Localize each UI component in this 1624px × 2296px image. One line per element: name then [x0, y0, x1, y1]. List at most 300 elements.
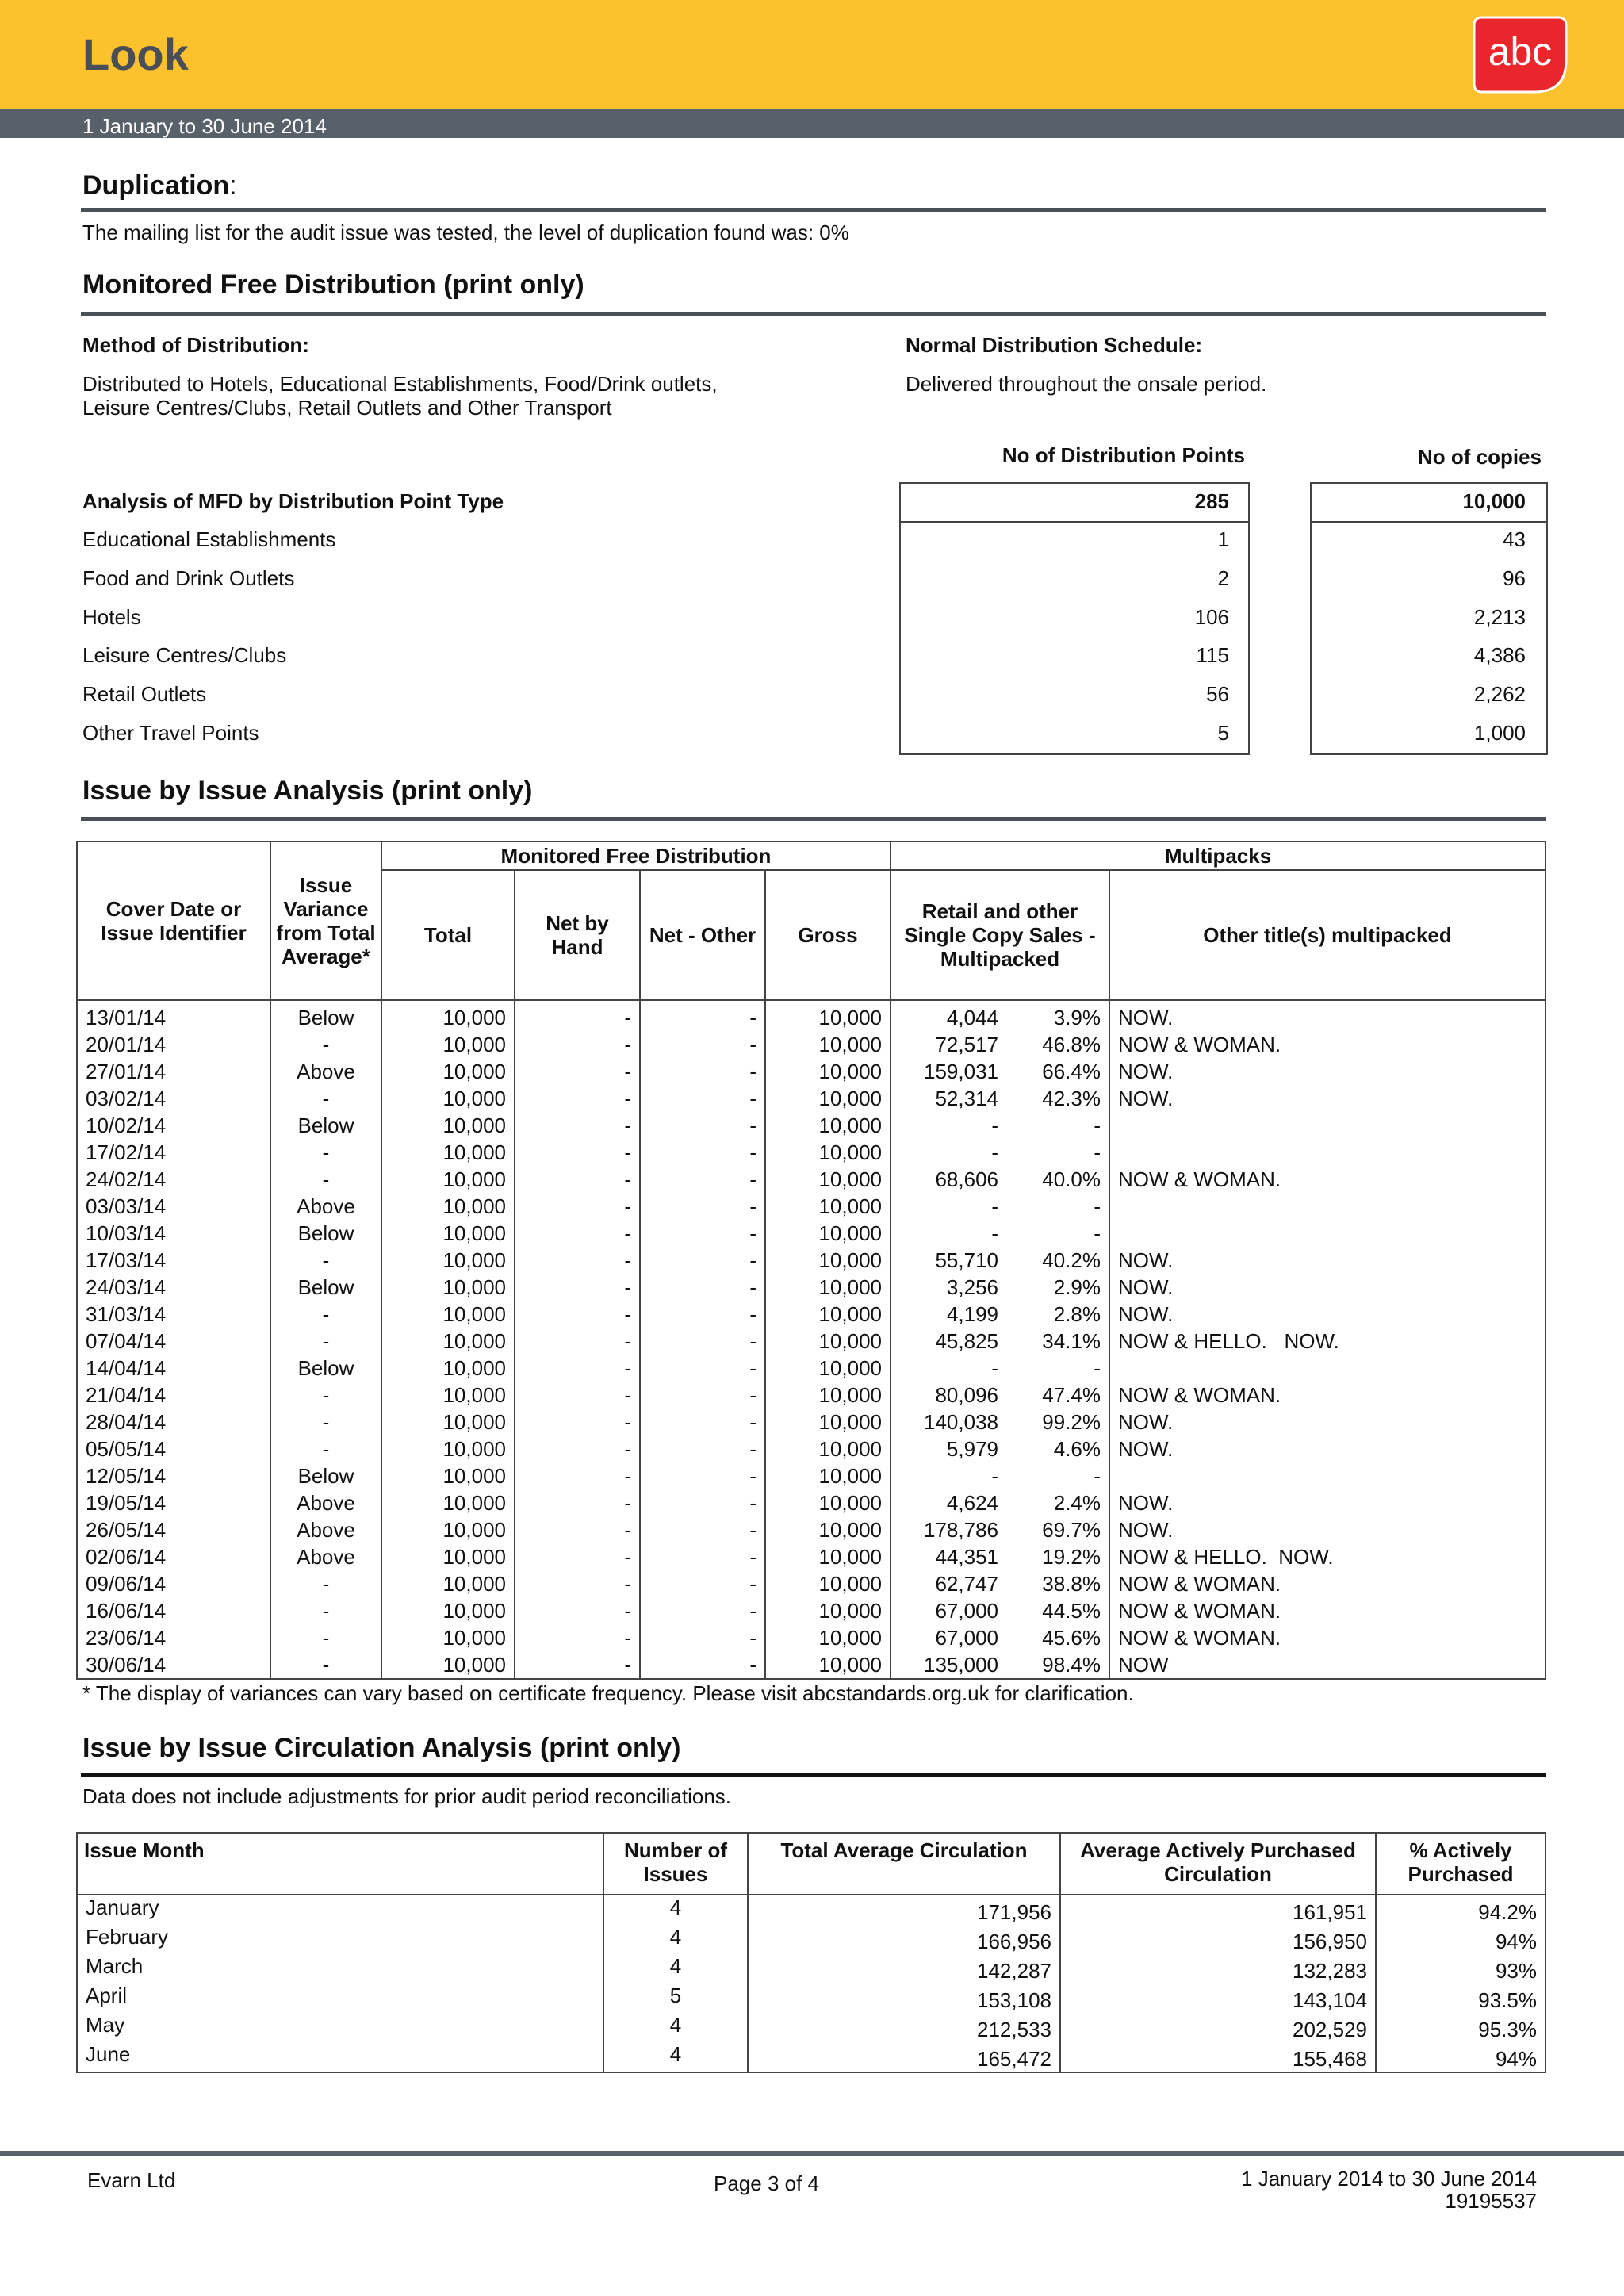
issue-retail-cell: - — [891, 1462, 1006, 1489]
circulation-rule — [81, 1773, 1546, 1777]
issue-gross-cell: 10,000 — [765, 1597, 891, 1624]
issue-net-other-cell: - — [640, 1355, 765, 1382]
issue-retail-cell: 4,044 — [891, 1000, 1006, 1031]
issue-net-hand-cell: - — [515, 1274, 640, 1301]
total-points: 285 — [1194, 489, 1229, 513]
issue-retail-pct-cell: 40.0% — [1006, 1166, 1109, 1193]
issue-retail-cell: 55,710 — [891, 1247, 1006, 1274]
issue-gross-cell: 10,000 — [765, 1139, 891, 1166]
issue-retail-pct-cell: - — [1006, 1112, 1109, 1139]
issue-gross-cell: 10,000 — [765, 1247, 891, 1274]
issue-retail-cell: 72,517 — [891, 1031, 1006, 1058]
issue-retail-pct-cell: 44.5% — [1006, 1597, 1109, 1624]
issue-net-other-cell: - — [640, 1166, 765, 1193]
issue-gross-cell: 10,000 — [765, 1000, 891, 1031]
issue-net-other-cell: - — [640, 1597, 765, 1624]
table-row — [77, 1462, 1545, 1489]
issue-total-cell: 10,000 — [381, 1409, 515, 1435]
copies-box-divider — [1310, 521, 1548, 523]
issue-gross-cell: 10,000 — [765, 1409, 891, 1435]
issue-other-titles-cell: NOW. — [1109, 1274, 1545, 1301]
issue-retail-cell: - — [891, 1112, 1006, 1139]
issue-net-hand-cell: - — [515, 1328, 640, 1355]
issue-total-cell: 10,000 — [381, 1462, 515, 1489]
issue-other-titles-cell — [1109, 1220, 1545, 1247]
col-group-mfd: Monitored Free Distribution — [381, 841, 891, 870]
issue-gross-cell: 10,000 — [765, 1651, 891, 1679]
issue-date-cell: 10/03/14 — [77, 1220, 270, 1247]
issue-total-cell: 10,000 — [381, 1000, 515, 1031]
issue-net-hand-cell: - — [515, 1462, 640, 1489]
issue-net-hand-cell: - — [515, 1543, 640, 1570]
issue-total-cell: 10,000 — [381, 1139, 515, 1166]
issue-retail-pct-cell: 46.8% — [1006, 1031, 1109, 1058]
issue-total-cell: 10,000 — [381, 1355, 515, 1382]
issue-total-cell: 10,000 — [381, 1166, 515, 1193]
issue-other-titles-cell: NOW & WOMAN. — [1109, 1031, 1545, 1058]
table-row — [77, 1543, 1545, 1570]
issue-retail-cell: - — [891, 1193, 1006, 1220]
issue-variance-cell: - — [270, 1085, 381, 1112]
issue-variance-cell: - — [270, 1031, 381, 1058]
issue-other-titles-cell: NOW. — [1109, 1301, 1545, 1328]
issue-other-titles-cell — [1109, 1355, 1545, 1382]
circ-total-avg-cell: 142,287 — [748, 1954, 1060, 1984]
issue-retail-pct-cell: 19.2% — [1006, 1543, 1109, 1570]
issue-retail-pct-cell: 2.8% — [1006, 1301, 1109, 1328]
issue-retail-pct-cell: 98.4% — [1006, 1651, 1109, 1679]
issue-other-titles-cell: NOW & WOMAN. — [1109, 1597, 1545, 1624]
issue-other-titles-cell: NOW. — [1109, 1489, 1545, 1516]
issue-total-cell: 10,000 — [381, 1193, 515, 1220]
issue-date-cell: 14/04/14 — [77, 1355, 270, 1382]
issue-net-other-cell: - — [640, 1435, 765, 1462]
issue-retail-cell: 67,000 — [891, 1597, 1006, 1624]
logo-text: abc — [1488, 29, 1553, 74]
issue-total-cell: 10,000 — [381, 1058, 515, 1085]
table-row — [77, 1570, 1545, 1597]
issue-variance-cell: Above — [270, 1516, 381, 1543]
circ-pct-cell: 94% — [1376, 2042, 1545, 2072]
issue-net-hand-cell: - — [515, 1000, 640, 1031]
mfd-row-points: 106 — [1194, 605, 1229, 629]
issue-net-other-cell: - — [640, 1193, 765, 1220]
issue-variance-cell: - — [270, 1328, 381, 1355]
footer-company: Evarn Ltd — [87, 2168, 176, 2192]
issue-variance-cell: Above — [270, 1193, 381, 1220]
circ-issues-cell: 4 — [603, 1895, 748, 1925]
mfd-row-type: Educational Establishments — [82, 527, 336, 551]
issue-gross-cell: 10,000 — [765, 1462, 891, 1489]
col-net-other: Net - Other — [640, 870, 765, 1000]
circ-total-avg-cell: 165,472 — [748, 2042, 1060, 2072]
header-period: 1 January to 30 June 2014 — [82, 114, 327, 138]
issue-date-cell: 31/03/14 — [77, 1301, 270, 1328]
circ-issues-cell: 4 — [603, 2042, 748, 2072]
issue-analysis-heading: Issue by Issue Analysis (print only) — [82, 776, 533, 806]
issue-net-hand-cell: - — [515, 1570, 640, 1597]
issue-other-titles-cell: NOW. — [1109, 1516, 1545, 1543]
issue-variance-cell: - — [270, 1435, 381, 1462]
mfd-row-type: Retail Outlets — [82, 682, 207, 706]
issue-retail-pct-cell: 47.4% — [1006, 1382, 1109, 1409]
issue-retail-cell: - — [891, 1355, 1006, 1382]
mfd-row-copies: 1,000 — [1473, 721, 1526, 745]
issue-net-hand-cell: - — [515, 1112, 640, 1139]
col-cover-date: Cover Date or Issue Identifier — [77, 841, 270, 1000]
issue-net-other-cell: - — [640, 1139, 765, 1166]
issue-retail-cell: 178,786 — [891, 1516, 1006, 1543]
issue-net-other-cell: - — [640, 1516, 765, 1543]
total-copies: 10,000 — [1462, 489, 1526, 513]
issue-date-cell: 13/01/14 — [77, 1000, 270, 1031]
issue-date-cell: 23/06/14 — [77, 1624, 270, 1651]
issue-other-titles-cell: NOW & WOMAN. — [1109, 1570, 1545, 1597]
table-row — [77, 1382, 1545, 1409]
issue-gross-cell: 10,000 — [765, 1624, 891, 1651]
table-row — [77, 1274, 1545, 1301]
abc-logo — [1471, 13, 1569, 95]
schedule-label: Normal Distribution Schedule: — [906, 333, 1203, 357]
issue-other-titles-cell: NOW. — [1109, 1435, 1545, 1462]
table-row — [77, 1489, 1545, 1516]
circ-month-cell: March — [77, 1954, 603, 1984]
issue-net-hand-cell: - — [515, 1624, 640, 1651]
circ-active-avg-cell: 161,951 — [1060, 1895, 1376, 1925]
issue-net-other-cell: - — [640, 1489, 765, 1516]
issue-gross-cell: 10,000 — [765, 1489, 891, 1516]
issue-net-other-cell: - — [640, 1247, 765, 1274]
issue-retail-cell: 44,351 — [891, 1543, 1006, 1570]
mfd-row-points: 1 — [1217, 527, 1229, 551]
issue-net-hand-cell: - — [515, 1247, 640, 1274]
table-row — [77, 1409, 1545, 1435]
issue-variance-cell: - — [270, 1651, 381, 1679]
issue-retail-pct-cell: - — [1006, 1139, 1109, 1166]
issue-net-hand-cell: - — [515, 1489, 640, 1516]
issue-net-other-cell: - — [640, 1220, 765, 1247]
circulation-table — [76, 1832, 1546, 2073]
circ-active-avg-cell: 132,283 — [1060, 1954, 1376, 1984]
issue-net-hand-cell: - — [515, 1355, 640, 1382]
issue-retail-pct-cell: 42.3% — [1006, 1085, 1109, 1112]
issue-total-cell: 10,000 — [381, 1220, 515, 1247]
mfd-row-points: 115 — [1196, 643, 1229, 667]
issue-other-titles-cell: NOW. — [1109, 1000, 1545, 1031]
issue-net-hand-cell: - — [515, 1166, 640, 1193]
footer-ref: 19195537 — [1445, 2189, 1537, 2213]
issue-date-cell: 24/02/14 — [77, 1166, 270, 1193]
issue-net-hand-cell: - — [515, 1139, 640, 1166]
issue-date-cell: 17/03/14 — [77, 1247, 270, 1274]
circ-month-cell: February — [77, 1925, 603, 1954]
table-row — [77, 1597, 1545, 1624]
issue-date-cell: 10/02/14 — [77, 1112, 270, 1139]
issue-variance-cell: Below — [270, 1274, 381, 1301]
issue-gross-cell: 10,000 — [765, 1166, 891, 1193]
issue-net-other-cell: - — [640, 1382, 765, 1409]
duplication-heading — [82, 171, 237, 201]
issue-total-cell: 10,000 — [381, 1516, 515, 1543]
issue-other-titles-cell: NOW. — [1109, 1409, 1545, 1435]
table-row — [77, 2013, 1545, 2042]
mfd-row-points: 5 — [1217, 721, 1229, 745]
table-row — [77, 1925, 1545, 1954]
issue-net-other-cell: - — [640, 1570, 765, 1597]
table-row — [77, 1301, 1545, 1328]
issue-variance-cell: Below — [270, 1220, 381, 1247]
issue-net-hand-cell: - — [515, 1382, 640, 1409]
circulation-heading: Issue by Issue Circulation Analysis (print only) — [82, 1733, 681, 1763]
issue-retail-pct-cell: 2.4% — [1006, 1489, 1109, 1516]
issue-date-cell: 07/04/14 — [77, 1328, 270, 1355]
issue-net-hand-cell: - — [515, 1435, 640, 1462]
issue-retail-cell: 45,825 — [891, 1328, 1006, 1355]
issue-retail-pct-cell: 2.9% — [1006, 1274, 1109, 1301]
issue-date-cell: 30/06/14 — [77, 1651, 270, 1679]
table-row — [77, 1193, 1545, 1220]
issue-gross-cell: 10,000 — [765, 1516, 891, 1543]
issue-other-titles-cell — [1109, 1139, 1545, 1166]
issue-net-hand-cell: - — [515, 1193, 640, 1220]
mfd-row-copies: 96 — [1503, 566, 1526, 590]
table-row — [77, 1058, 1545, 1085]
circ-issues-cell: 4 — [603, 1925, 748, 1954]
table-row — [77, 1651, 1545, 1679]
issue-retail-pct-cell: - — [1006, 1355, 1109, 1382]
issue-retail-pct-cell: 3.9% — [1006, 1000, 1109, 1031]
issue-date-cell: 26/05/14 — [77, 1516, 270, 1543]
issue-gross-cell: 10,000 — [765, 1112, 891, 1139]
col-net-by-hand: Net by Hand — [515, 870, 640, 1000]
table-row — [77, 1031, 1545, 1058]
table-row — [77, 2042, 1545, 2072]
issue-variance-cell: - — [270, 1409, 381, 1435]
issue-retail-pct-cell: - — [1006, 1220, 1109, 1247]
issue-variance-cell: - — [270, 1570, 381, 1597]
table-row — [77, 1000, 1545, 1031]
circ-total-avg-cell: 166,956 — [748, 1925, 1060, 1954]
issue-date-cell: 17/02/14 — [77, 1139, 270, 1166]
mfd-row-type: Food and Drink Outlets — [82, 566, 295, 590]
issue-date-cell: 19/05/14 — [77, 1489, 270, 1516]
schedule-text: Delivered throughout the onsale period. — [906, 372, 1267, 396]
issue-retail-cell: 5,979 — [891, 1435, 1006, 1462]
issue-retail-cell: 159,031 — [891, 1058, 1006, 1085]
circ-active-avg-cell: 155,468 — [1060, 2042, 1376, 2072]
circ-issues-cell: 4 — [603, 2013, 748, 2042]
issue-retail-pct-cell: - — [1006, 1193, 1109, 1220]
issue-other-titles-cell: NOW. — [1109, 1247, 1545, 1274]
issue-retail-cell: 80,096 — [891, 1382, 1006, 1409]
circ-month-cell: June — [77, 2042, 603, 2072]
mfd-row-copies: 43 — [1503, 527, 1526, 551]
circ-issues-cell: 5 — [603, 1984, 748, 2013]
footer-rule — [0, 2151, 1624, 2156]
issue-net-hand-cell: - — [515, 1597, 640, 1624]
issue-retail-cell: - — [891, 1220, 1006, 1247]
issue-retail-cell: 140,038 — [891, 1409, 1006, 1435]
issue-other-titles-cell — [1109, 1193, 1545, 1220]
analysis-label: Analysis of MFD by Distribution Point Type — [82, 489, 504, 513]
issue-retail-pct-cell: 40.2% — [1006, 1247, 1109, 1274]
issue-date-cell: 27/01/14 — [77, 1058, 270, 1085]
issue-gross-cell: 10,000 — [765, 1085, 891, 1112]
issue-retail-pct-cell: 38.8% — [1006, 1570, 1109, 1597]
col-other-titles: Other title(s) multipacked — [1109, 870, 1545, 1000]
issue-total-cell: 10,000 — [381, 1112, 515, 1139]
issue-gross-cell: 10,000 — [765, 1193, 891, 1220]
circ-active-avg-cell: 156,950 — [1060, 1925, 1376, 1954]
issue-gross-cell: 10,000 — [765, 1274, 891, 1301]
header-band — [0, 0, 1624, 109]
issue-retail-pct-cell: 69.7% — [1006, 1516, 1109, 1543]
table-row — [77, 1624, 1545, 1651]
issue-net-other-cell: - — [640, 1409, 765, 1435]
issue-net-other-cell: - — [640, 1274, 765, 1301]
issue-other-titles-cell: NOW & WOMAN. — [1109, 1382, 1545, 1409]
mfd-row-copies: 2,262 — [1473, 682, 1526, 706]
variance-footnote: * The display of variances can vary based on certificate frequency. Please visit abcstandards.org.uk for clarification. — [82, 1681, 1134, 1705]
issue-net-other-cell: - — [640, 1462, 765, 1489]
issue-date-cell: 24/03/14 — [77, 1274, 270, 1301]
issue-variance-cell: Above — [270, 1058, 381, 1085]
mfd-heading: Monitored Free Distribution (print only) — [82, 270, 584, 300]
mfd-row-type: Hotels — [82, 605, 141, 629]
issue-analysis-rule — [81, 817, 1546, 821]
issue-total-cell: 10,000 — [381, 1247, 515, 1274]
circ-pct-cell: 93% — [1376, 1954, 1545, 1984]
page-title: Look — [82, 29, 189, 79]
issue-net-hand-cell: - — [515, 1085, 640, 1112]
issue-total-cell: 10,000 — [381, 1624, 515, 1651]
issue-net-hand-cell: - — [515, 1301, 640, 1328]
circ-active-avg-cell: 202,529 — [1060, 2013, 1376, 2042]
issue-net-other-cell: - — [640, 1543, 765, 1570]
issue-total-cell: 10,000 — [381, 1382, 515, 1409]
issue-total-cell: 10,000 — [381, 1328, 515, 1355]
footer-period: 1 January 2014 to 30 June 2014 — [1241, 2167, 1537, 2191]
issue-variance-cell: Above — [270, 1489, 381, 1516]
col-issue-month: Issue Month — [77, 1833, 603, 1895]
issue-retail-pct-cell: 4.6% — [1006, 1435, 1109, 1462]
table-row — [77, 1220, 1545, 1247]
circ-month-cell: April — [77, 1984, 603, 2013]
issue-date-cell: 21/04/14 — [77, 1382, 270, 1409]
issue-variance-cell: Below — [270, 1462, 381, 1489]
table-row — [77, 1328, 1545, 1355]
issue-variance-cell: - — [270, 1247, 381, 1274]
issue-other-titles-cell: NOW — [1109, 1651, 1545, 1679]
table-row — [77, 1516, 1545, 1543]
col-total: Total — [381, 870, 515, 1000]
issue-net-other-cell: - — [640, 1000, 765, 1031]
issue-total-cell: 10,000 — [381, 1274, 515, 1301]
duplication-rule — [81, 208, 1546, 212]
table-row — [77, 1247, 1545, 1274]
issue-total-cell: 10,000 — [381, 1085, 515, 1112]
issue-gross-cell: 10,000 — [765, 1031, 891, 1058]
issue-net-hand-cell: - — [515, 1409, 640, 1435]
circ-total-avg-cell: 212,533 — [748, 2013, 1060, 2042]
mfd-row-copies: 2,213 — [1473, 605, 1526, 629]
issue-date-cell: 20/01/14 — [77, 1031, 270, 1058]
issue-other-titles-cell: NOW. — [1109, 1058, 1545, 1085]
issue-date-cell: 05/05/14 — [77, 1435, 270, 1462]
duplication-heading-text: Duplication — [82, 171, 230, 201]
method-text-line-1: Distributed to Hotels, Educational Establishments, Food/Drink outlets, — [82, 372, 718, 396]
issue-gross-cell: 10,000 — [765, 1220, 891, 1247]
issue-gross-cell: 10,000 — [765, 1570, 891, 1597]
table-row — [77, 1954, 1545, 1984]
issue-gross-cell: 10,000 — [765, 1328, 891, 1355]
issue-net-other-cell: - — [640, 1651, 765, 1679]
issue-retail-cell: 67,000 — [891, 1624, 1006, 1651]
col-total-average-circulation: Total Average Circulation — [748, 1833, 1060, 1895]
table-row — [77, 1139, 1545, 1166]
issue-total-cell: 10,000 — [381, 1597, 515, 1624]
circ-total-avg-cell: 153,108 — [748, 1984, 1060, 2013]
issue-date-cell: 12/05/14 — [77, 1462, 270, 1489]
issue-other-titles-cell: NOW. — [1109, 1085, 1545, 1112]
issue-retail-cell: 62,747 — [891, 1570, 1006, 1597]
points-box-divider — [899, 521, 1250, 523]
issue-total-cell: 10,000 — [381, 1489, 515, 1516]
issue-retail-pct-cell: - — [1006, 1462, 1109, 1489]
issue-variance-cell: - — [270, 1139, 381, 1166]
issue-date-cell: 03/03/14 — [77, 1193, 270, 1220]
issue-retail-cell: 4,199 — [891, 1301, 1006, 1328]
duplication-text: The mailing list for the audit issue was tested, the level of duplication found was: 0% — [82, 220, 849, 244]
table-row — [77, 1895, 1545, 1925]
issue-net-other-cell: - — [640, 1328, 765, 1355]
issue-retail-cell: 68,606 — [891, 1166, 1006, 1193]
circ-pct-cell: 94% — [1376, 1925, 1545, 1954]
issue-net-hand-cell: - — [515, 1516, 640, 1543]
table-row — [77, 1166, 1545, 1193]
col-variance: Issue Variance from Total Average* — [270, 841, 381, 1000]
circ-month-cell: January — [77, 1895, 603, 1925]
issue-net-hand-cell: - — [515, 1220, 640, 1247]
issue-date-cell: 28/04/14 — [77, 1409, 270, 1435]
issue-net-other-cell: - — [640, 1031, 765, 1058]
issue-total-cell: 10,000 — [381, 1570, 515, 1597]
issue-other-titles-cell — [1109, 1462, 1545, 1489]
issue-retail-pct-cell: 99.2% — [1006, 1409, 1109, 1435]
issue-net-other-cell: - — [640, 1058, 765, 1085]
issue-date-cell: 09/06/14 — [77, 1570, 270, 1597]
circ-pct-cell: 94.2% — [1376, 1895, 1545, 1925]
issue-net-hand-cell: - — [515, 1058, 640, 1085]
table-row — [77, 1112, 1545, 1139]
issue-other-titles-cell — [1109, 1112, 1545, 1139]
col-distribution-points: No of Distribution Points — [1002, 443, 1245, 467]
issue-total-cell: 10,000 — [381, 1031, 515, 1058]
issue-gross-cell: 10,000 — [765, 1355, 891, 1382]
issue-net-other-cell: - — [640, 1085, 765, 1112]
circ-active-avg-cell: 143,104 — [1060, 1984, 1376, 2013]
issue-retail-pct-cell: 45.6% — [1006, 1624, 1109, 1651]
issue-retail-pct-cell: 34.1% — [1006, 1328, 1109, 1355]
issue-retail-cell: 52,314 — [891, 1085, 1006, 1112]
issue-net-other-cell: - — [640, 1624, 765, 1651]
issue-other-titles-cell: NOW & HELLO. NOW. — [1109, 1543, 1545, 1570]
issue-net-hand-cell: - — [515, 1651, 640, 1679]
issue-variance-cell: - — [270, 1301, 381, 1328]
circ-pct-cell: 95.3% — [1376, 2013, 1545, 2042]
table-row — [77, 1085, 1545, 1112]
issue-retail-cell: 3,256 — [891, 1274, 1006, 1301]
